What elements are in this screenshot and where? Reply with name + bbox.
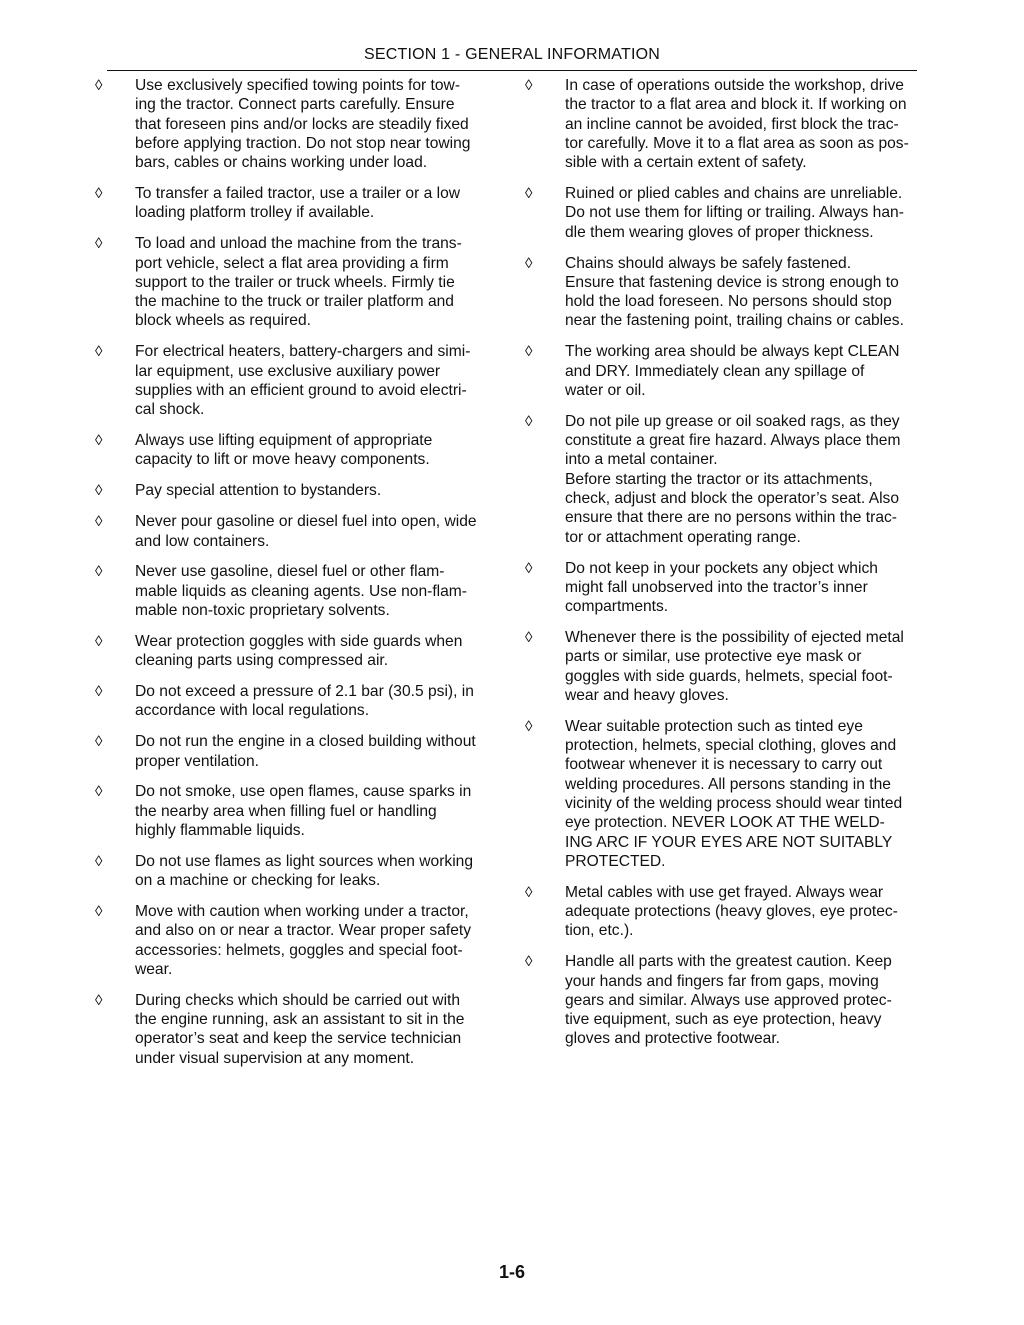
- diamond-bullet-icon: ◊: [95, 563, 103, 581]
- list-item-text: Metal cables with use get frayed. Always wear adequate protections (heavy gloves, eye protec- tion, etc.).: [565, 883, 898, 940]
- diamond-bullet-icon: ◊: [95, 513, 103, 531]
- diamond-bullet-icon: ◊: [95, 632, 103, 650]
- list-item-text: Do not pile up grease or oil soaked rags, as they constitute a great fire hazard. Always place them into a metal container. Before starting the tractor or its attachments, check, adjust and block the operator’s seat. Also ensure that there are no persons within the trac- tor or attachment operating range.: [565, 412, 901, 546]
- list-item-text: For electrical heaters, battery-chargers and simi- lar equipment, use exclusive auxiliary power supplies with an efficient ground to avoid electri- cal shock.: [135, 343, 471, 419]
- diamond-bullet-icon: ◊: [525, 254, 533, 272]
- list-item-text: Chains should always be safely fastened. Ensure that fastening device is strong enough to hold the load foreseen. No persons should stop near the fastening point, trailing chains or cables.: [565, 254, 904, 330]
- list-item: [525, 412, 930, 547]
- list-item-text: Do not run the engine in a closed building without proper ventilation.: [135, 733, 476, 770]
- diamond-bullet-icon: ◊: [95, 235, 103, 253]
- list-item: [525, 952, 930, 1048]
- list-item-text: Wear protection goggles with side guards when cleaning parts using compressed air.: [135, 632, 463, 670]
- list-item-text: The working area should be always kept CLEAN and DRY. Immediately clean any spillage of water or oil.: [565, 343, 900, 399]
- list-item: [525, 717, 930, 871]
- list-item-text: Never pour gasoline or diesel fuel into open, wide and low containers.: [135, 513, 477, 550]
- diamond-bullet-icon: ◊: [525, 953, 533, 971]
- right-column: [525, 76, 930, 1060]
- list-item-text: To load and unload the machine from the trans- port vehicle, select a flat area providing a firm support to the trailer or truck wheels. Firmly tie the machine to the truck or trailer platform and block wheels as required.: [135, 235, 462, 330]
- list-item: [95, 991, 495, 1068]
- list-item: [525, 883, 930, 941]
- list-item: [95, 431, 495, 470]
- list-item: [95, 184, 495, 223]
- page-number: 1-6: [498, 1262, 525, 1282]
- list-item: [525, 342, 930, 400]
- diamond-bullet-icon: ◊: [525, 185, 533, 203]
- list-item: [95, 632, 495, 671]
- list-item: [95, 481, 495, 500]
- list-item: [95, 782, 495, 840]
- list-item: [95, 852, 495, 891]
- list-item: [525, 184, 930, 242]
- list-item-text: Whenever there is the possibility of ejected metal parts or similar, use protective eye mask or goggles with side guards, helmets, special foot- wear and heavy gloves.: [565, 628, 904, 704]
- list-item: [525, 628, 930, 705]
- list-item: [95, 234, 495, 330]
- diamond-bullet-icon: ◊: [95, 852, 103, 870]
- diamond-bullet-icon: ◊: [525, 559, 533, 577]
- diamond-bullet-icon: ◊: [95, 991, 103, 1009]
- diamond-bullet-icon: ◊: [525, 77, 533, 94]
- diamond-bullet-icon: ◊: [95, 185, 103, 203]
- list-item-text: Do not keep in your pockets any object which might fall unobserved into the tractor’s inner compartments.: [565, 559, 878, 616]
- list-item-text: During checks which should be carried out with the engine running, ask an assistant to sit in the operator’s seat and keep the service technician under visual supervision at any moment.: [135, 991, 465, 1067]
- list-item-text: Do not exceed a pressure of 2.1 bar (30.5 psi), in accordance with local regulations.: [135, 683, 474, 720]
- diamond-bullet-icon: ◊: [95, 432, 103, 450]
- list-item: [95, 562, 495, 620]
- diamond-bullet-icon: ◊: [95, 482, 103, 500]
- list-item: [95, 512, 495, 551]
- list-item-text: In case of operations outside the workshop, drive the tractor to a flat area and block it. If working on an incline cannot be avoided, first block the trac- tor carefully. Move it to a flat area as soon as pos- sible with a certain extent of safety.: [565, 77, 909, 172]
- diamond-bullet-icon: ◊: [525, 412, 533, 430]
- diamond-bullet-icon: ◊: [525, 343, 533, 361]
- diamond-bullet-icon: ◊: [525, 883, 533, 901]
- diamond-bullet-icon: ◊: [95, 733, 103, 751]
- list-item-text: Move with caution when working under a tractor, and also on or near a tractor. Wear proper safety accessories: helmets, goggles and special foot- wear.: [135, 903, 472, 978]
- header-rule: [107, 70, 917, 71]
- list-item-text: Ruined or plied cables and chains are unreliable. Do not use them for lifting or trailing. Always han- dle them wearing gloves of proper thickness.: [565, 185, 904, 241]
- list-item: [95, 902, 495, 979]
- list-item: [525, 76, 930, 172]
- diamond-bullet-icon: ◊: [525, 628, 533, 646]
- list-item: [95, 342, 495, 419]
- list-item-text: Do not smoke, use open flames, cause sparks in the nearby area when filling fuel or handling highly flammable liquids.: [135, 783, 472, 840]
- list-item-text: Handle all parts with the greatest caution. Keep your hands and fingers far from gaps, moving gears and similar. Always use approved protec- tive equipment, such as eye protection, heavy gloves and protective footwear.: [565, 953, 892, 1048]
- list-item-text: Always use lifting equipment of appropriate capacity to lift or move heavy components.: [135, 432, 433, 469]
- list-item-text: Do not use flames as light sources when working on a machine or checking for leaks.: [135, 852, 474, 890]
- diamond-bullet-icon: ◊: [95, 683, 103, 701]
- diamond-bullet-icon: ◊: [525, 717, 533, 735]
- diamond-bullet-icon: ◊: [95, 77, 103, 94]
- list-item-text: Use exclusively specified towing points for tow- ing the tractor. Connect parts carefully. Ensure that foreseen pins and/or locks are steadily fixed before applying traction. Do not stop near towing bars, cables or chains working under load.: [135, 77, 471, 172]
- list-item: [525, 559, 930, 617]
- list-item-text: To transfer a failed tractor, use a trailer or a low loading platform trolley if available.: [135, 185, 461, 222]
- list-item: [95, 76, 495, 172]
- diamond-bullet-icon: ◊: [95, 343, 103, 361]
- diamond-bullet-icon: ◊: [95, 783, 103, 801]
- list-item-text: Pay special attention to bystanders.: [135, 482, 382, 500]
- list-item: [95, 732, 495, 771]
- list-item-text: Wear suitable protection such as tinted eye protection, helmets, special clothing, gloves and footwear whenever it is necessary to carry out welding procedures. All persons standing in the vicinity of the welding process should wear tinted eye protection. NEVER LOOK AT THE WELD- ING ARC IF YOUR EYES ARE NOT SUITABLY PROTECTED.: [565, 717, 903, 870]
- list-item-text: Never use gasoline, diesel fuel or other flam- mable liquids as cleaning agents. Use non-flam- mable non-toxic proprietary solvents.: [135, 563, 467, 619]
- section-header: SECTION 1 - GENERAL INFORMATION: [363, 46, 660, 63]
- list-item: [95, 682, 495, 721]
- list-item: [525, 254, 930, 331]
- diamond-bullet-icon: ◊: [95, 903, 103, 921]
- left-column: [95, 76, 495, 1080]
